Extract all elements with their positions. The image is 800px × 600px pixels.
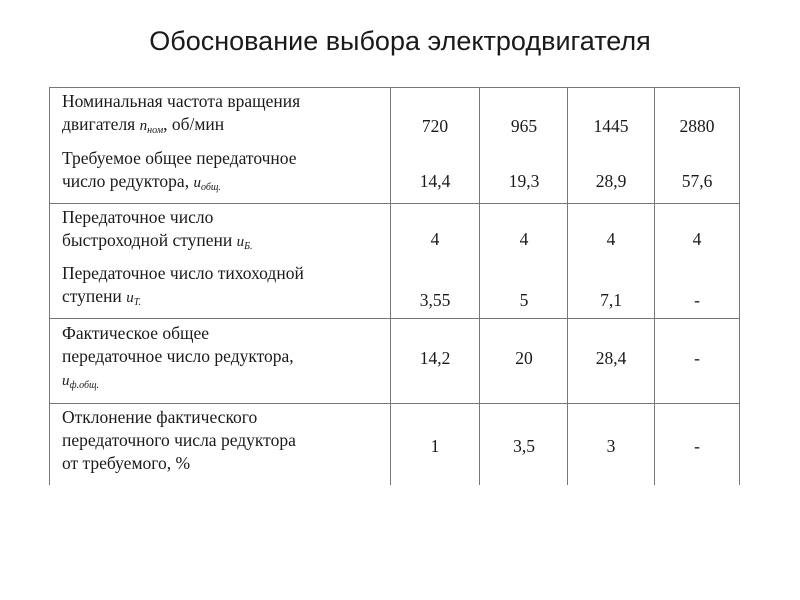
label-line: Передаточное число тихоходной: [62, 263, 304, 283]
label-line: двигателя: [62, 114, 136, 134]
cell-value: -: [694, 348, 700, 368]
row-label-low-speed-stage: [62, 262, 392, 314]
symbol-subscript: ном: [147, 125, 164, 136]
column-divider: [479, 87, 480, 485]
cell-value: 28,4: [595, 348, 627, 368]
label-line: быстроходной ступени: [62, 230, 233, 250]
row-label-actual-ratio: [62, 322, 392, 397]
cell-value: -: [694, 436, 700, 456]
cell-value: 4: [519, 229, 529, 249]
cell-value: 1445: [593, 116, 629, 136]
symbol-subscript: Б.: [244, 241, 253, 252]
label-line: от требуемого, %: [62, 453, 191, 473]
cell-value: 3,55: [419, 290, 451, 310]
symbol-subscript: Т.: [133, 297, 142, 308]
label-line: Требуемое общее передаточное: [62, 148, 297, 168]
symbol-subscript: общ.: [200, 182, 221, 193]
cell-value: 1: [430, 436, 440, 456]
symbol: u: [62, 373, 70, 389]
row-divider: [49, 403, 739, 404]
symbol: n: [139, 118, 148, 134]
cell-value: 4: [606, 229, 616, 249]
cell-value: 57,6: [681, 171, 713, 191]
row-divider: [49, 203, 739, 204]
column-divider: [49, 87, 50, 485]
cell-value: 5: [519, 290, 529, 310]
cell-value: 14,2: [419, 348, 451, 368]
cell-value: 3: [606, 436, 616, 456]
cell-value: 28,9: [595, 171, 627, 191]
cell-value: -: [694, 290, 700, 310]
label-line: Фактическое общее: [62, 323, 210, 343]
label-line: передаточного числа редуктора: [62, 430, 296, 450]
cell-value: 20: [515, 348, 533, 368]
symbol: u: [236, 234, 245, 250]
cell-value: 14,4: [419, 171, 451, 191]
cell-value: 2880: [679, 116, 715, 136]
label-line: число редуктора,: [62, 171, 190, 191]
cell-value: 720: [421, 116, 449, 136]
row-divider: [49, 87, 739, 88]
row-label-required-ratio: [62, 147, 392, 199]
cell-value: 19,3: [508, 171, 540, 191]
column-divider: [739, 87, 740, 485]
row-label-nominal-speed: [62, 90, 392, 142]
cell-value: 4: [692, 229, 702, 249]
column-divider: [567, 87, 568, 485]
cell-value: 3,5: [513, 436, 535, 456]
symbol-subscript: ф.общ.: [69, 380, 100, 391]
row-divider: [49, 318, 739, 319]
cell-value: 965: [510, 116, 538, 136]
label-line: Передаточное число: [62, 207, 214, 227]
label-line: ступени: [62, 286, 122, 306]
row-label-deviation: [62, 406, 392, 475]
row-label-high-speed-stage: [62, 206, 392, 258]
label-line: , об/мин: [163, 114, 225, 134]
label-line: Номинальная частота вращения: [62, 91, 301, 111]
page-title: Обоснование выбора электродвигателя: [149, 26, 651, 56]
label-line: передаточное число редуктора,: [62, 346, 294, 366]
symbol: u: [193, 175, 201, 191]
cell-value: 4: [430, 229, 440, 249]
cell-value: 7,1: [600, 290, 622, 310]
column-divider: [654, 87, 655, 485]
label-line: Отклонение фактического: [62, 407, 258, 427]
symbol: u: [126, 290, 134, 306]
